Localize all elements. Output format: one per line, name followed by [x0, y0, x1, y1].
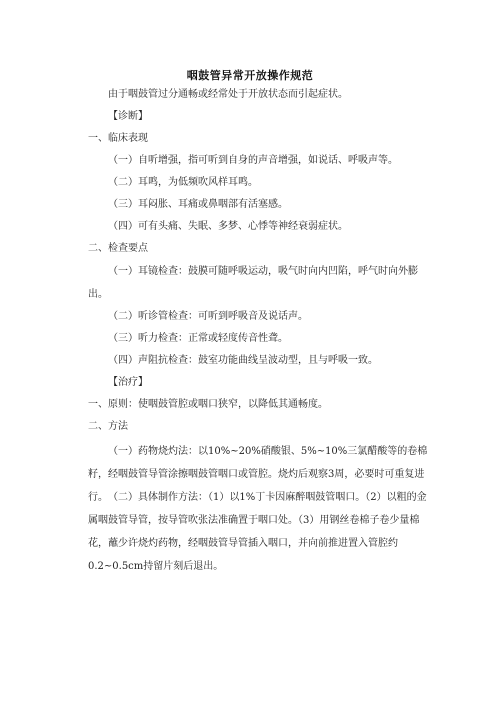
exam-item: （一）耳镜检查：鼓膜可随呼吸运动，吸气时向内凹陷，呼气时向外膨出。	[88, 266, 418, 300]
clinical-item: （四）可有头痛、失眠、多梦、心悸等神经衰弱症状。	[108, 221, 348, 232]
method-paragraph: （二）具体制作方法：（1）以1%丁卡因麻醉咽鼓管咽口。（2）以粗的金属咽鼓管导管，按导管吹张法准确置于咽口处。（3）用钢丝卷棉子卷少量棉花，蘸少许烧灼药物，经咽鼓管导管插入咽口，并向前推进置入管腔约0.2~0.5cm持留片刻后退出。	[88, 492, 427, 572]
clinical-item: （一）自听增强，指可听到自身的声音增强，如说话、呼吸声等。	[108, 155, 398, 166]
diagnosis-header: 【诊断】	[108, 111, 148, 122]
clinical-item: （三）耳闷胀、耳痛或鼻咽部有活塞感。	[108, 199, 288, 210]
exam-item: （四）声阻抗检查：鼓室功能曲线呈波动型，且与呼吸一致。	[108, 355, 378, 366]
exam-item: （三）听力检查：正常或轻度传音性聋。	[108, 333, 288, 344]
principle-text: 一、原则：使咽鼓管腔或咽口狭窄，以降低其通畅度。	[88, 399, 328, 410]
method-header: 二、方法	[88, 421, 128, 432]
method-paragraph: （一）药物烧灼法：以10%~20%硝酸银、5%~10%三氯醋酸等的卷棉籽，经咽鼓管导管涂擦咽鼓管咽口或管腔。烧灼后观察3周，必要时可重复进行。	[88, 446, 428, 503]
treatment-header: 【治疗】	[108, 377, 148, 388]
exam-item: （二）听诊管检查：可听到呼吸音及说话声。	[108, 311, 308, 322]
intro-text: 由于咽鼓管过分通畅或经常处于开放状态而引起症状。	[108, 89, 348, 100]
document-title: 咽鼓管异常开放操作规范	[186, 69, 314, 82]
exam-header: 二、检查要点	[88, 243, 148, 254]
clinical-item: （二）耳鸣，为低频吹风样耳鸣。	[108, 177, 258, 188]
clinical-header: 一、临床表现	[88, 133, 148, 144]
